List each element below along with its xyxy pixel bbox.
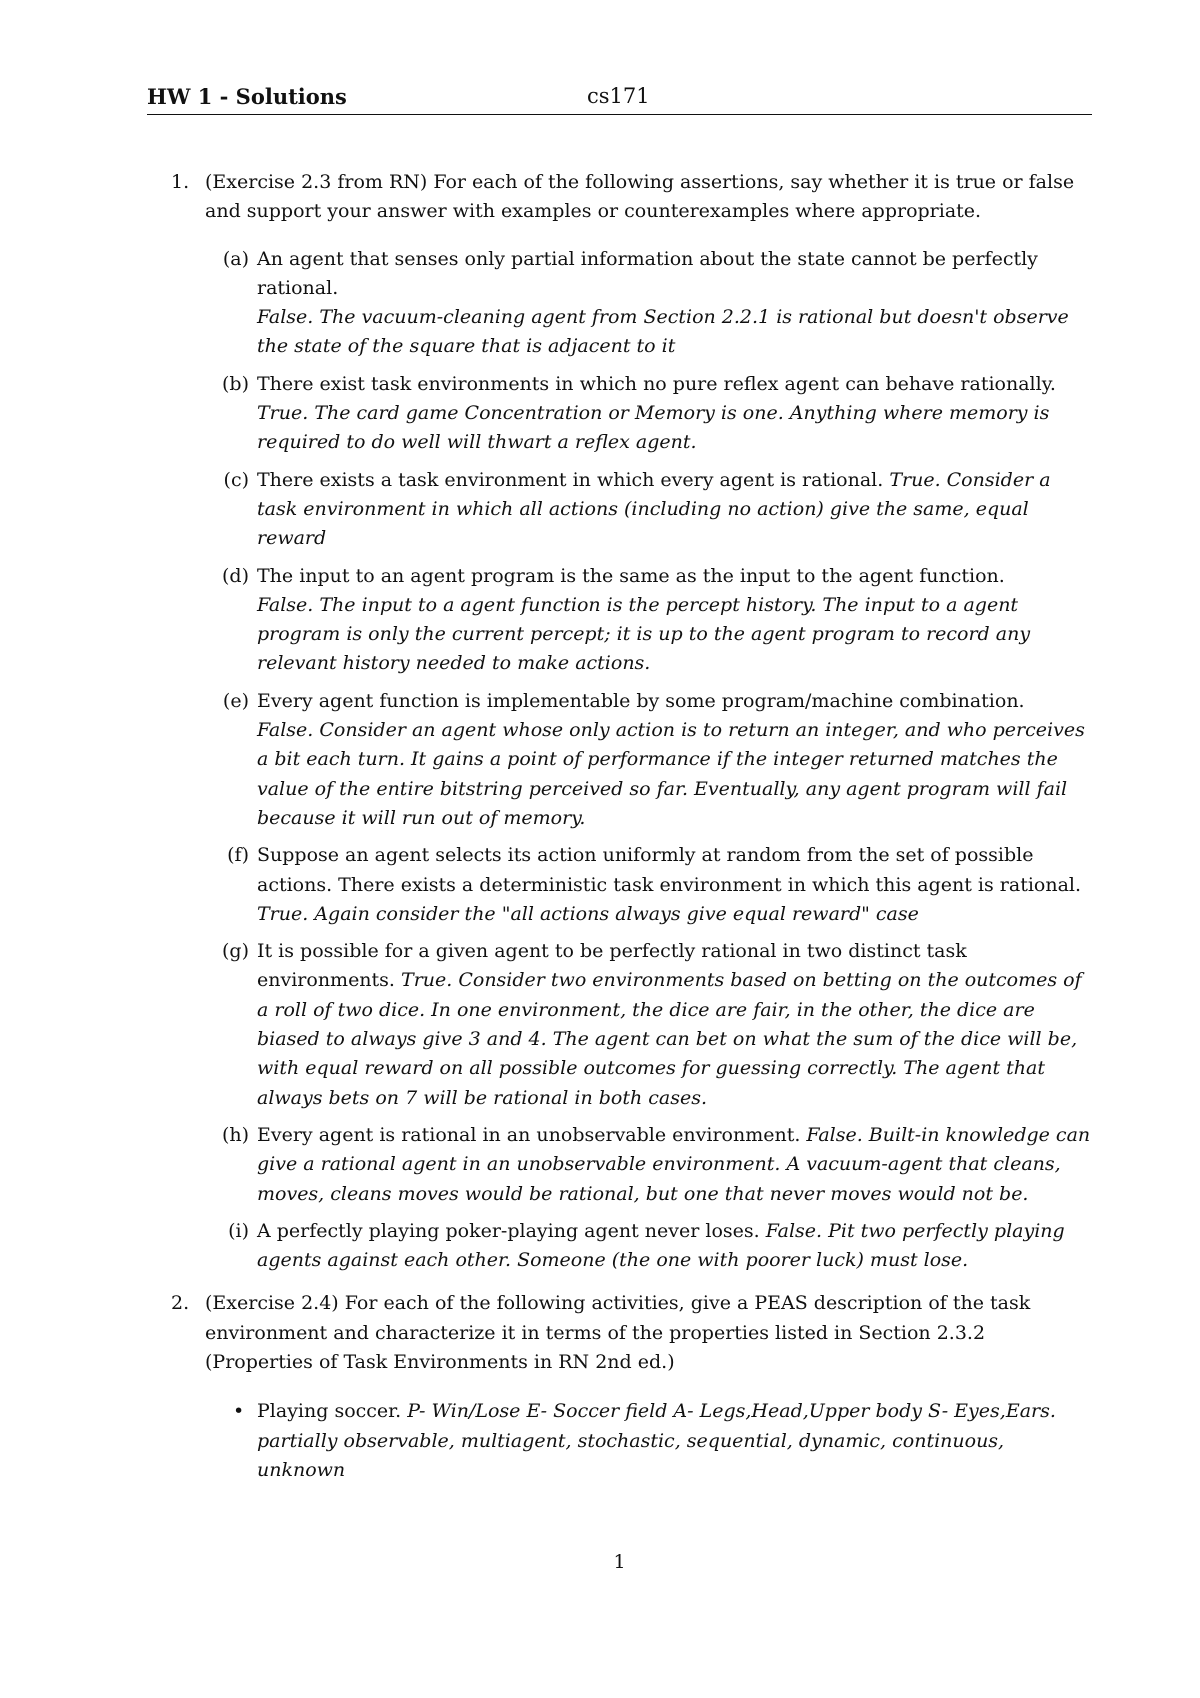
question-text: (Exercise 2.4) For each of the following activities, give a PEAS description of the task environment and characterize it in terms of the properties listed in Section 2.3.2 (Properties of Task Environments in RN 2nd ed.) bbox=[205, 1292, 1031, 1373]
answer-text: True. The card game Concentration or Memory is one. Anything where memory is required to do well will thwart a reflex agent. bbox=[257, 402, 1050, 454]
question-number: 2. bbox=[171, 1292, 190, 1315]
bullet-question-text: Playing soccer. bbox=[257, 1400, 402, 1423]
sub-question-f bbox=[205, 841, 1092, 929]
sub-label: (e) bbox=[222, 689, 249, 712]
sub-question-a bbox=[205, 245, 1092, 362]
sub-question-text: Suppose an agent selects its action uniformly at random from the set of possible actions. There exists a deterministic task environment in which this agent is rational. bbox=[257, 844, 1082, 896]
bullet-icon: • bbox=[233, 1400, 245, 1423]
answer-text: True. Consider two environments based on betting on the outcomes of a roll of two dice. In one environment, the dice are fair, in the other, the dice are biased to always give 3 and 4. The agent can bet on what the sum of the dice will be, with equal reward on all possible outcomes for guessing correctly. The agent that always bets on 7 will be rational in both cases. bbox=[257, 969, 1082, 1109]
sub-question-text: There exist task environments in which no pure reflex agent can behave rationally. bbox=[257, 372, 1056, 395]
sub-question-text: It is possible for a given agent to be perfectly rational in two distinct task environments. bbox=[257, 940, 967, 992]
page-content bbox=[147, 168, 1092, 1485]
sub-question-text: The input to an agent program is the same as the input to the agent function. bbox=[257, 564, 1005, 587]
header-course: cs171 bbox=[587, 84, 650, 108]
sub-label: (b) bbox=[222, 372, 249, 395]
answer-text: False. The vacuum-cleaning agent from Section 2.2.1 is rational but doesn't observe the state of the square that is adjacent to it bbox=[257, 306, 1069, 358]
answer-text: False. The input to a agent function is the percept history. The input to a agent program is only the current percept; it is up to the agent program to record any relevant history needed to make actions. bbox=[257, 593, 1031, 675]
bullet-item-soccer bbox=[205, 1397, 1092, 1485]
sub-question-h bbox=[205, 1121, 1092, 1209]
sub-question-text: An agent that senses only partial information about the state cannot be perfectly rational. bbox=[257, 247, 1038, 299]
sub-label: (f) bbox=[227, 844, 249, 867]
sub-question-text: Every agent function is implementable by some program/machine combination. bbox=[257, 689, 1025, 712]
question-text: (Exercise 2.3 from RN) For each of the following assertions, say whether it is true or false and support your answer with examples or counterexamples where appropriate. bbox=[205, 171, 1075, 223]
sub-label: (c) bbox=[223, 468, 249, 491]
sub-question-i bbox=[205, 1217, 1092, 1276]
question-1 bbox=[147, 168, 1092, 1275]
answer-text: False. Pit two perfectly playing agents against each other. Someone (the one with poorer luck) must lose. bbox=[257, 1219, 1065, 1272]
sub-question-e bbox=[205, 687, 1092, 833]
answer-text: True. Again consider the "all actions always give equal reward" case bbox=[257, 902, 919, 925]
page-number: 1 bbox=[613, 1551, 626, 1573]
sub-label: (i) bbox=[228, 1219, 249, 1242]
sub-label: (g) bbox=[222, 940, 249, 963]
question-number: 1. bbox=[171, 171, 190, 193]
sub-question-b bbox=[205, 370, 1092, 458]
answer-text: False. Consider an agent whose only action is to return an integer, and who perceives a bit each turn. It gains a point of performance if the integer returned matches the value of the entire bitstring perceived so far. Eventually, any agent program will fail because it will run out of memory. bbox=[257, 719, 1085, 829]
sub-question-text: A perfectly playing poker-playing agent never loses. bbox=[257, 1219, 760, 1242]
sub-question-c bbox=[205, 466, 1092, 554]
answer-text: True. Consider a task environment in which all actions (including no action) give the same, equal reward bbox=[257, 468, 1051, 550]
header-title: HW 1 - Solutions bbox=[147, 84, 347, 109]
sub-label: (a) bbox=[222, 247, 249, 270]
sub-label: (d) bbox=[222, 564, 249, 587]
sub-question-d bbox=[205, 562, 1092, 679]
answer-text: False. Built-in knowledge can give a rational agent in an unobservable environment. A vacuum-agent that cleans, moves, cleans moves would be rational, but one that never moves would not be. bbox=[257, 1123, 1091, 1205]
question-2 bbox=[147, 1289, 1092, 1485]
sub-label: (h) bbox=[221, 1123, 249, 1146]
answer-text: P- Win/Lose E- Soccer field A- Legs,Head,Upper body S- Eyes,Ears. partially observable, multiagent, stochastic, sequential, dynamic, continuous, unknown bbox=[257, 1400, 1056, 1481]
sub-question-text: Every agent is rational in an unobservable environment. bbox=[257, 1123, 801, 1146]
sub-question-text: There exists a task environment in which every agent is rational. bbox=[257, 468, 884, 491]
page-header bbox=[147, 84, 1092, 115]
sub-question-g bbox=[205, 937, 1092, 1113]
sub-question-list bbox=[205, 245, 1092, 1276]
